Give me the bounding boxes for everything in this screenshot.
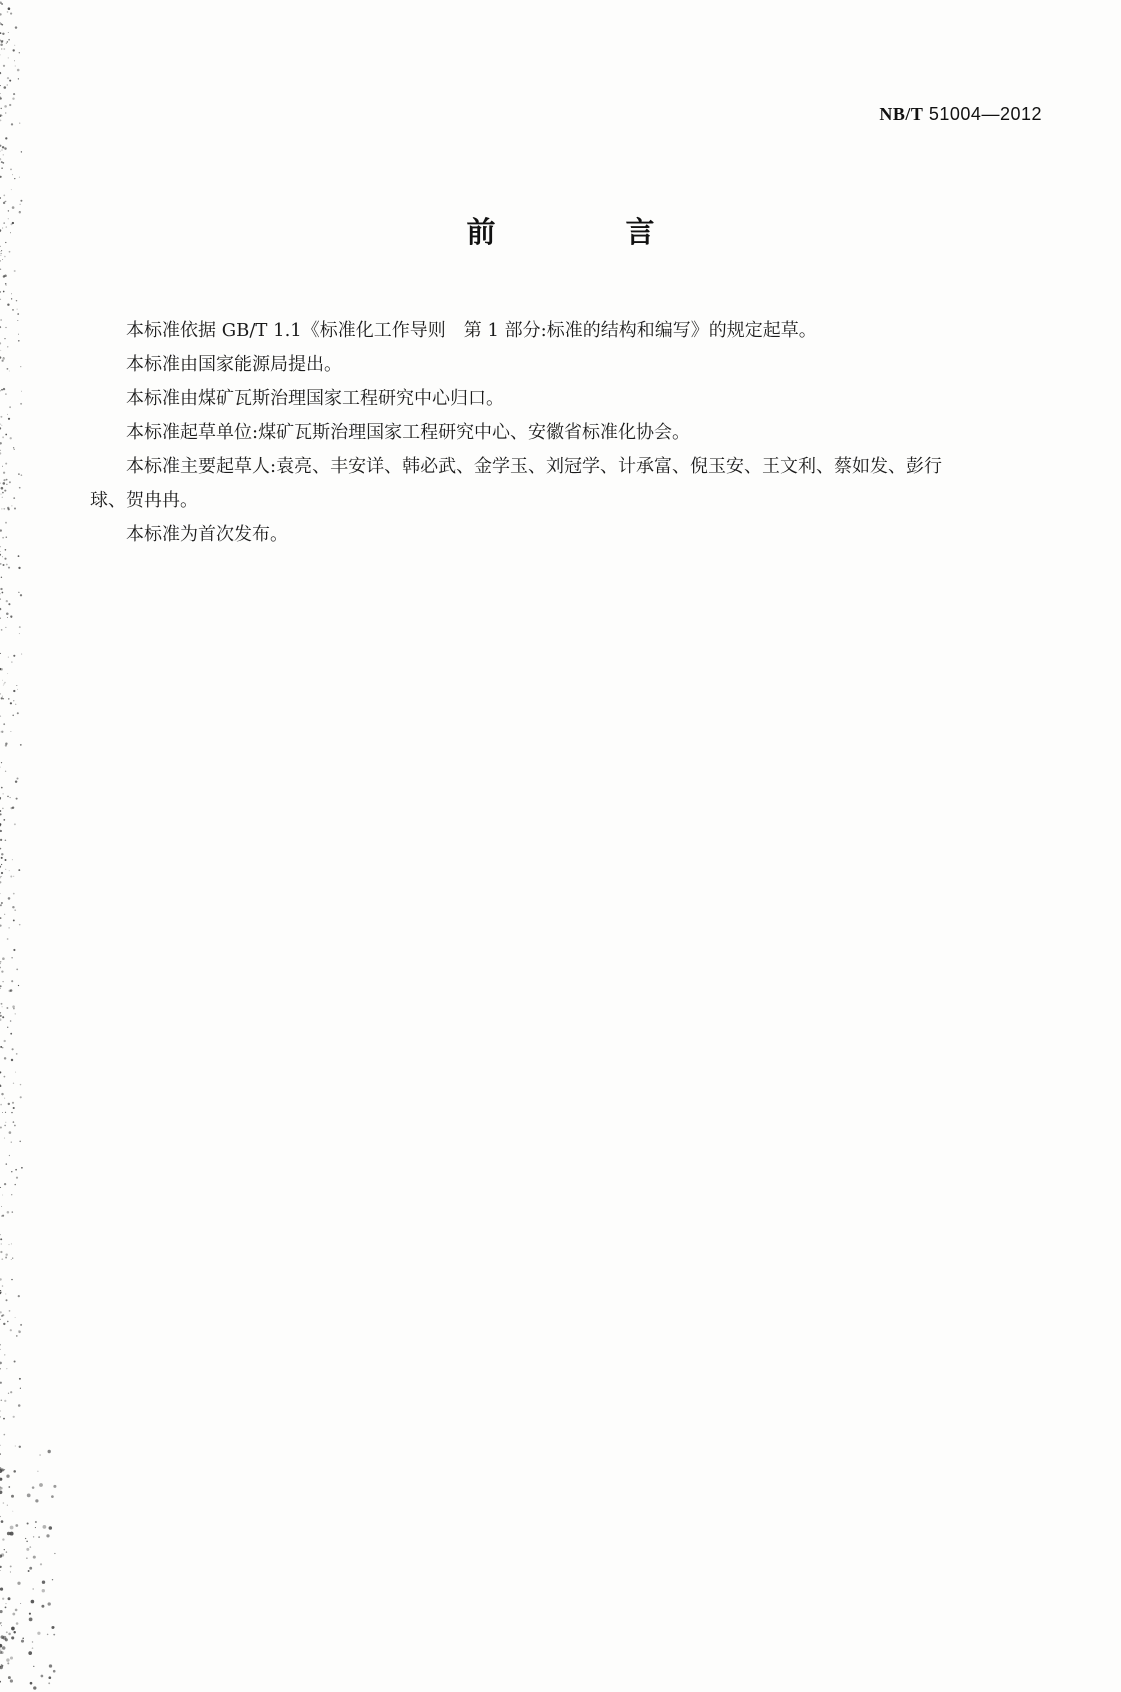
drafters-line-1: 本标准主要起草人:袁亮、丰安详、韩必武、金学玉、刘冠学、计承富、倪玉安、王文利、蔡如发、彭行: [126, 456, 943, 477]
paragraph-drafting-units: 本标准起草单位:煤矿瓦斯治理国家工程研究中心、安徽省标准化协会。: [126, 422, 691, 443]
scan-edge-noise: [0, 0, 60, 1692]
foreword-body: [90, 314, 1046, 552]
drafters-line-2: 球、贺冉冉。: [90, 490, 198, 511]
paragraph-administrator: 本标准由煤矿瓦斯治理国家工程研究中心归口。: [126, 388, 504, 409]
standard-code: [879, 104, 1042, 125]
standard-number: 51004—2012: [928, 104, 1042, 124]
page-title: 前 言: [466, 215, 715, 249]
paragraph-drafters: [90, 450, 1046, 518]
paragraph-basis: 本标准依据 GB/T 1.1《标准化工作导则 第 1 部分:标准的结构和编写》的规定起草。: [126, 320, 817, 341]
paragraph-proposer: 本标准由国家能源局提出。: [126, 354, 342, 375]
paragraph-first-release: 本标准为首次发布。: [126, 524, 288, 545]
standard-prefix: NB/T: [879, 104, 924, 124]
